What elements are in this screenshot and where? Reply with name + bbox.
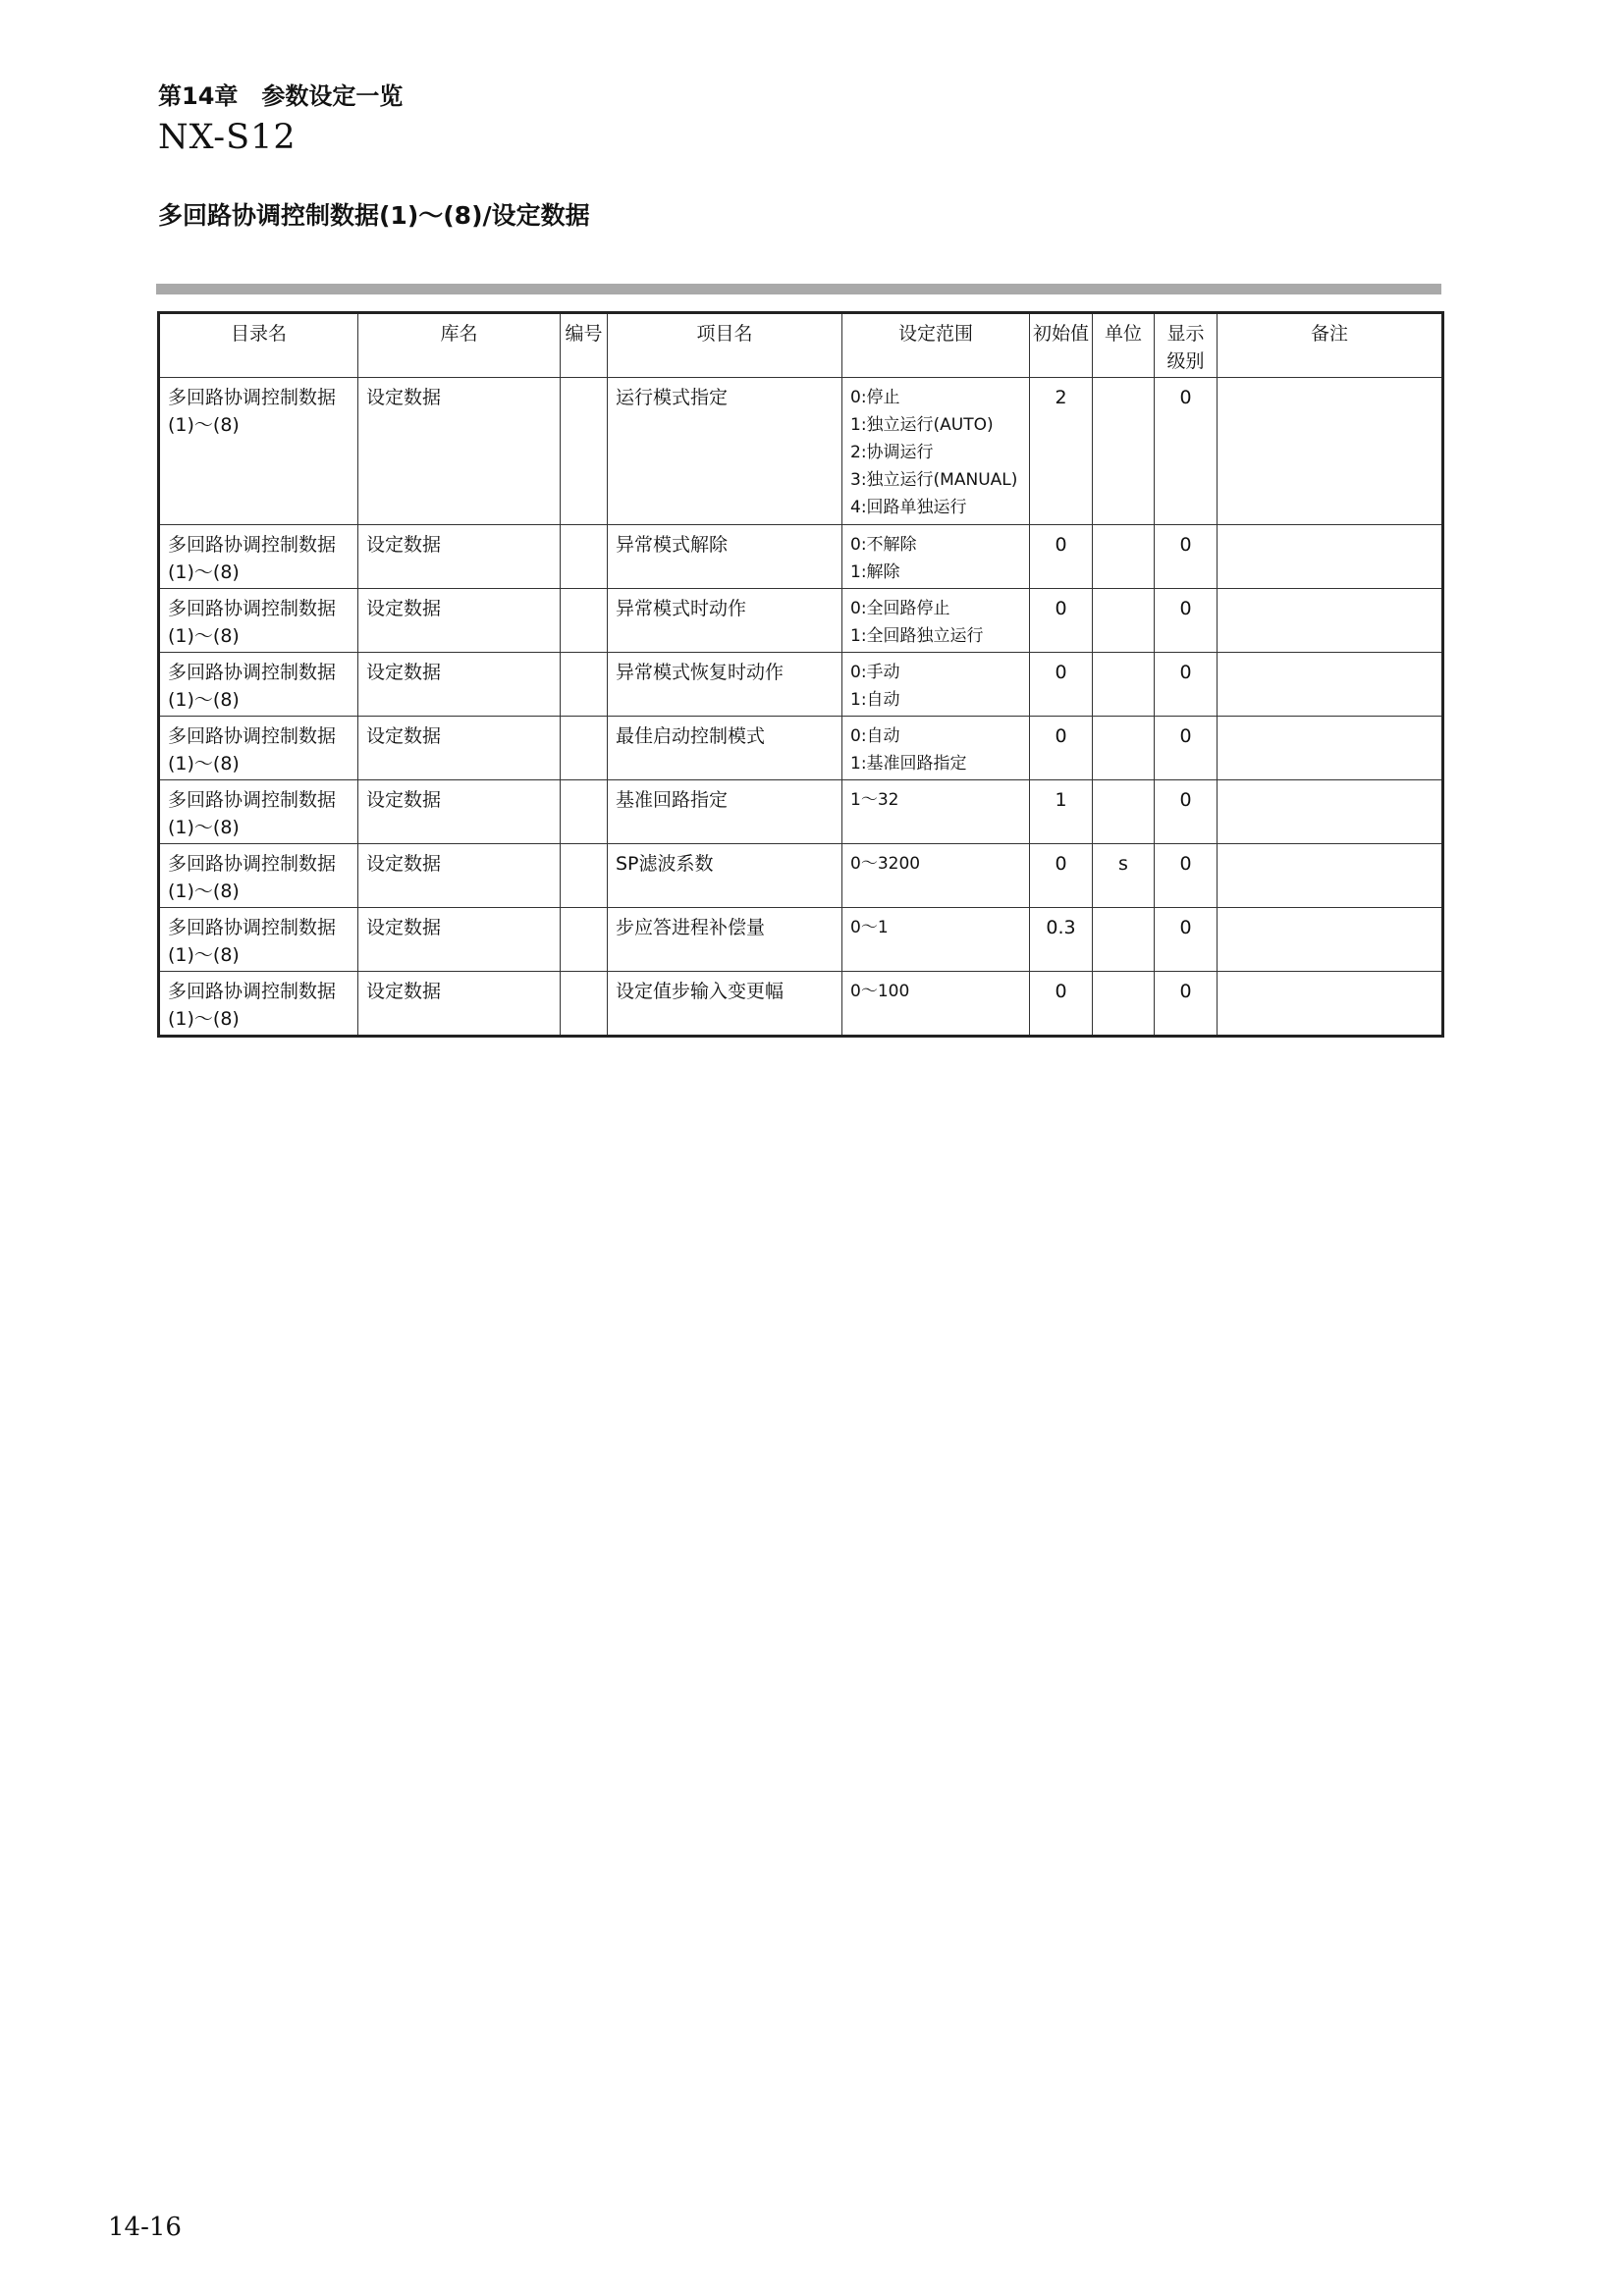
display-level-line1: 显示 [1166, 323, 1205, 345]
chapter-heading: 第14章 参数设定一览 [158, 82, 404, 110]
table-row [159, 908, 1443, 972]
section-divider [156, 284, 1441, 294]
cell-directory: 多回路协调控制数据(1)～(8) [159, 589, 358, 653]
range-line: 3:独立运行(MANUAL) [850, 470, 1018, 490]
cell-range [842, 717, 1030, 780]
cell-remarks [1218, 717, 1443, 780]
cell-directory: 多回路协调控制数据(1)～(8) [159, 972, 358, 1037]
range-line: 0:全回路停止 [850, 599, 950, 618]
cell-unit [1093, 717, 1155, 780]
cell-range [842, 653, 1030, 717]
range-line: 0:自动 [850, 726, 900, 746]
cell-number [561, 972, 608, 1037]
cell-remarks [1218, 525, 1443, 589]
table-row [159, 653, 1443, 717]
column-header-item: 项目名 [608, 313, 842, 378]
cell-directory: 多回路协调控制数据(1)～(8) [159, 653, 358, 717]
cell-unit [1093, 525, 1155, 589]
cell-initial: 0.3 [1030, 908, 1093, 972]
parameter-table [157, 311, 1444, 1038]
cell-unit [1093, 972, 1155, 1037]
cell-library: 设定数据 [358, 717, 561, 780]
cell-range [842, 589, 1030, 653]
cell-library: 设定数据 [358, 780, 561, 844]
cell-display-level: 0 [1155, 972, 1218, 1037]
cell-directory: 多回路协调控制数据(1)～(8) [159, 780, 358, 844]
range-line: 2:协调运行 [850, 443, 934, 462]
cell-number [561, 844, 608, 908]
cell-range [842, 844, 1030, 908]
cell-number [561, 908, 608, 972]
cell-item: 异常模式恢复时动作 [608, 653, 842, 717]
cell-item: 异常模式时动作 [608, 589, 842, 653]
column-header-directory: 目录名 [159, 313, 358, 378]
range-line: 1～32 [850, 790, 899, 810]
page-number: 14-16 [108, 2213, 182, 2242]
range-line: 1:独立运行(AUTO) [850, 415, 994, 435]
cell-remarks [1218, 653, 1443, 717]
cell-range [842, 972, 1030, 1037]
cell-initial: 0 [1030, 972, 1093, 1037]
table-row [159, 780, 1443, 844]
cell-initial: 0 [1030, 717, 1093, 780]
cell-unit [1093, 780, 1155, 844]
cell-library: 设定数据 [358, 908, 561, 972]
table-row [159, 717, 1443, 780]
cell-unit [1093, 908, 1155, 972]
model-name: NX-S12 [158, 118, 297, 157]
cell-unit [1093, 653, 1155, 717]
cell-display-level: 0 [1155, 378, 1218, 525]
cell-number [561, 525, 608, 589]
cell-display-level: 0 [1155, 653, 1218, 717]
table-row [159, 525, 1443, 589]
range-line: 0:手动 [850, 663, 900, 682]
cell-library: 设定数据 [358, 589, 561, 653]
cell-display-level: 0 [1155, 908, 1218, 972]
display-level-line2: 级别 [1166, 350, 1205, 372]
range-line: 0～100 [850, 982, 910, 1001]
cell-range [842, 908, 1030, 972]
cell-number [561, 780, 608, 844]
range-line: 1:全回路独立运行 [850, 626, 984, 646]
cell-directory: 多回路协调控制数据(1)～(8) [159, 378, 358, 525]
table-row [159, 972, 1443, 1037]
cell-initial: 0 [1030, 844, 1093, 908]
cell-initial: 0 [1030, 653, 1093, 717]
table-header-row [159, 313, 1443, 378]
column-header-unit: 单位 [1093, 313, 1155, 378]
cell-remarks [1218, 908, 1443, 972]
cell-unit: s [1093, 844, 1155, 908]
table-row [159, 844, 1443, 908]
range-line: 4:回路单独运行 [850, 498, 967, 517]
column-header-range: 设定范围 [842, 313, 1030, 378]
cell-directory: 多回路协调控制数据(1)～(8) [159, 908, 358, 972]
column-header-number: 编号 [561, 313, 608, 378]
cell-range [842, 780, 1030, 844]
cell-initial: 0 [1030, 525, 1093, 589]
cell-display-level: 0 [1155, 589, 1218, 653]
cell-library: 设定数据 [358, 844, 561, 908]
cell-library: 设定数据 [358, 972, 561, 1037]
cell-item: 异常模式解除 [608, 525, 842, 589]
cell-display-level: 0 [1155, 525, 1218, 589]
cell-initial: 0 [1030, 589, 1093, 653]
cell-item: 最佳启动控制模式 [608, 717, 842, 780]
cell-display-level: 0 [1155, 844, 1218, 908]
column-header-initial: 初始值 [1030, 313, 1093, 378]
cell-directory: 多回路协调控制数据(1)～(8) [159, 844, 358, 908]
cell-remarks [1218, 780, 1443, 844]
table-body [159, 378, 1443, 1037]
cell-remarks [1218, 378, 1443, 525]
cell-library: 设定数据 [358, 525, 561, 589]
cell-display-level: 0 [1155, 717, 1218, 780]
column-header-library: 库名 [358, 313, 561, 378]
range-line: 1:解除 [850, 562, 900, 582]
section-title: 多回路协调控制数据(1)～(8)/设定数据 [158, 201, 590, 230]
cell-display-level: 0 [1155, 780, 1218, 844]
range-line: 0:停止 [850, 388, 900, 407]
cell-range [842, 378, 1030, 525]
cell-number [561, 589, 608, 653]
cell-initial: 2 [1030, 378, 1093, 525]
cell-number [561, 378, 608, 525]
cell-unit [1093, 589, 1155, 653]
cell-item: 设定值步输入变更幅 [608, 972, 842, 1037]
cell-remarks [1218, 589, 1443, 653]
cell-unit [1093, 378, 1155, 525]
column-header-display-level [1155, 313, 1218, 378]
cell-item: 运行模式指定 [608, 378, 842, 525]
table-row [159, 589, 1443, 653]
cell-library: 设定数据 [358, 378, 561, 525]
cell-library: 设定数据 [358, 653, 561, 717]
table-row [159, 378, 1443, 525]
cell-initial: 1 [1030, 780, 1093, 844]
cell-number [561, 653, 608, 717]
cell-directory: 多回路协调控制数据(1)～(8) [159, 525, 358, 589]
range-line: 0～3200 [850, 854, 921, 874]
cell-remarks [1218, 844, 1443, 908]
range-line: 0:不解除 [850, 535, 917, 555]
column-header-remarks: 备注 [1218, 313, 1443, 378]
cell-item: 步应答进程补偿量 [608, 908, 842, 972]
cell-directory: 多回路协调控制数据(1)～(8) [159, 717, 358, 780]
cell-remarks [1218, 972, 1443, 1037]
cell-item: 基准回路指定 [608, 780, 842, 844]
range-line: 0～1 [850, 918, 889, 937]
range-line: 1:基准回路指定 [850, 754, 967, 774]
range-line: 1:自动 [850, 690, 900, 710]
cell-range [842, 525, 1030, 589]
cell-number [561, 717, 608, 780]
cell-item: SP滤波系数 [608, 844, 842, 908]
